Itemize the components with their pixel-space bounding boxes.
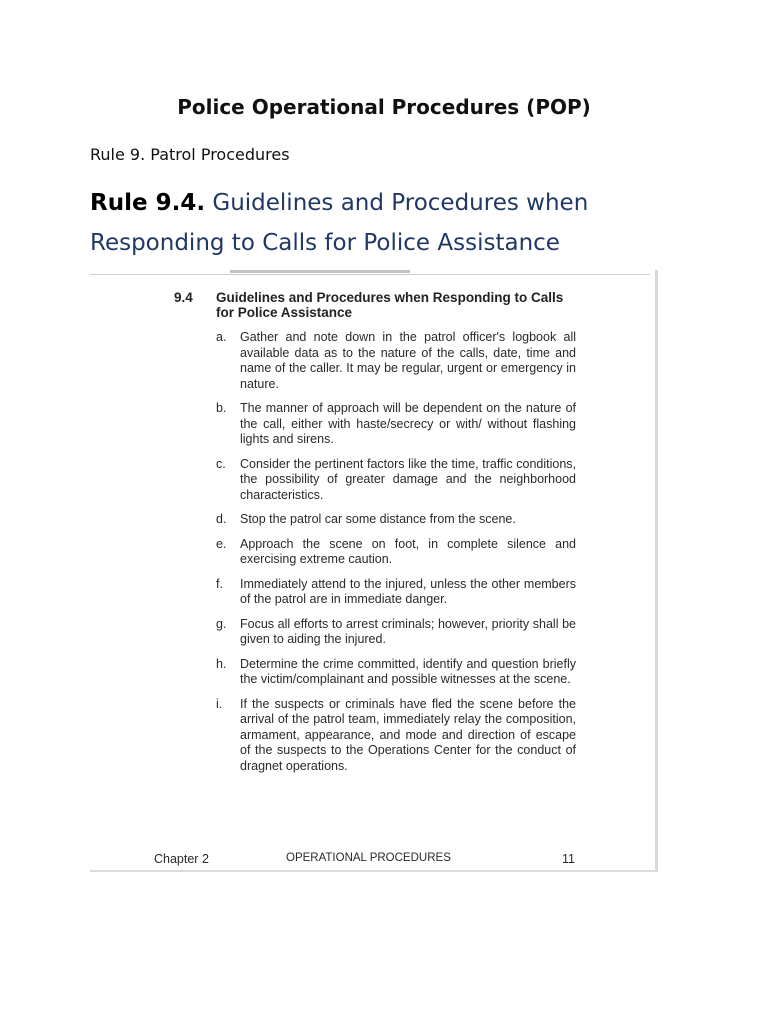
list-item xyxy=(216,697,576,775)
item-text: Focus all efforts to arrest criminals; however, priority shall be given to aiding the injured. xyxy=(240,616,576,646)
item-text: The manner of approach will be dependent on the nature of the call, either with haste/secrecy or with/ without flashing lights and sirens. xyxy=(240,401,576,446)
item-text: Consider the pertinent factors like the time, traffic conditions, the possibility of greater damage and the neighborhood characteristics. xyxy=(240,456,576,502)
item-letter: g. xyxy=(216,616,227,631)
scanned-page-image xyxy=(90,270,658,872)
item-text: Determine the crime committed, identify and question briefly the victim/complainant and possible witnesses at the scene. xyxy=(240,656,576,686)
item-letter: b. xyxy=(216,401,227,415)
list-item xyxy=(216,401,576,448)
item-text: Stop the patrol car some distance from the scene. xyxy=(240,512,516,526)
rule-title: Guidelines and Procedures when Responding to Calls for Police Assistance xyxy=(90,190,589,256)
item-text: Approach the scene on foot, in complete silence and exercising extreme caution. xyxy=(240,536,576,566)
item-text: Gather and note down in the patrol officer's logbook all available data as to the nature of the calls, date, time and name of the caller. It may be regular, urgent or emergency in nature. xyxy=(240,330,576,391)
item-letter: i. xyxy=(216,696,223,711)
list-item xyxy=(216,512,576,528)
item-letter: c. xyxy=(216,456,226,471)
footer-section: OPERATIONAL PROCEDURES xyxy=(286,852,451,864)
scan-section-number: 9.4 xyxy=(174,290,193,305)
document-title: Police Operational Procedures (POP) xyxy=(177,95,591,119)
item-letter: f. xyxy=(216,576,223,591)
scan-section-title: Guidelines and Procedures when Responding to Calls for Police Assistance xyxy=(216,290,564,320)
footer-page-number: 11 xyxy=(562,852,575,866)
scan-top-edge xyxy=(90,274,650,275)
list-item xyxy=(216,457,576,504)
item-letter: a. xyxy=(216,330,227,344)
item-text: Immediately attend to the injured, unless the other members of the patrol are in immediate danger. xyxy=(240,576,576,606)
list-item xyxy=(216,657,576,688)
footer-chapter: Chapter 2 xyxy=(154,852,209,866)
list-item xyxy=(216,577,576,608)
rule-heading xyxy=(90,183,690,263)
rule-subheading: Rule 9. Patrol Procedures xyxy=(90,145,290,164)
item-letter: h. xyxy=(216,656,227,671)
rule-number: Rule 9.4. xyxy=(90,190,206,216)
list-item xyxy=(216,617,576,648)
item-letter: e. xyxy=(216,536,227,551)
list-item xyxy=(216,330,576,392)
item-text: If the suspects or criminals have fled the scene before the arrival of the patrol team, immediately relay the composition, armament, appearance, and mode and direction of escape of the suspects to the Operations Center for the conduct of dragnet operations. xyxy=(240,696,576,773)
item-letter: d. xyxy=(216,512,227,526)
list-item xyxy=(216,537,576,568)
scan-cut-off-text xyxy=(230,270,410,273)
procedure-list xyxy=(216,330,576,783)
